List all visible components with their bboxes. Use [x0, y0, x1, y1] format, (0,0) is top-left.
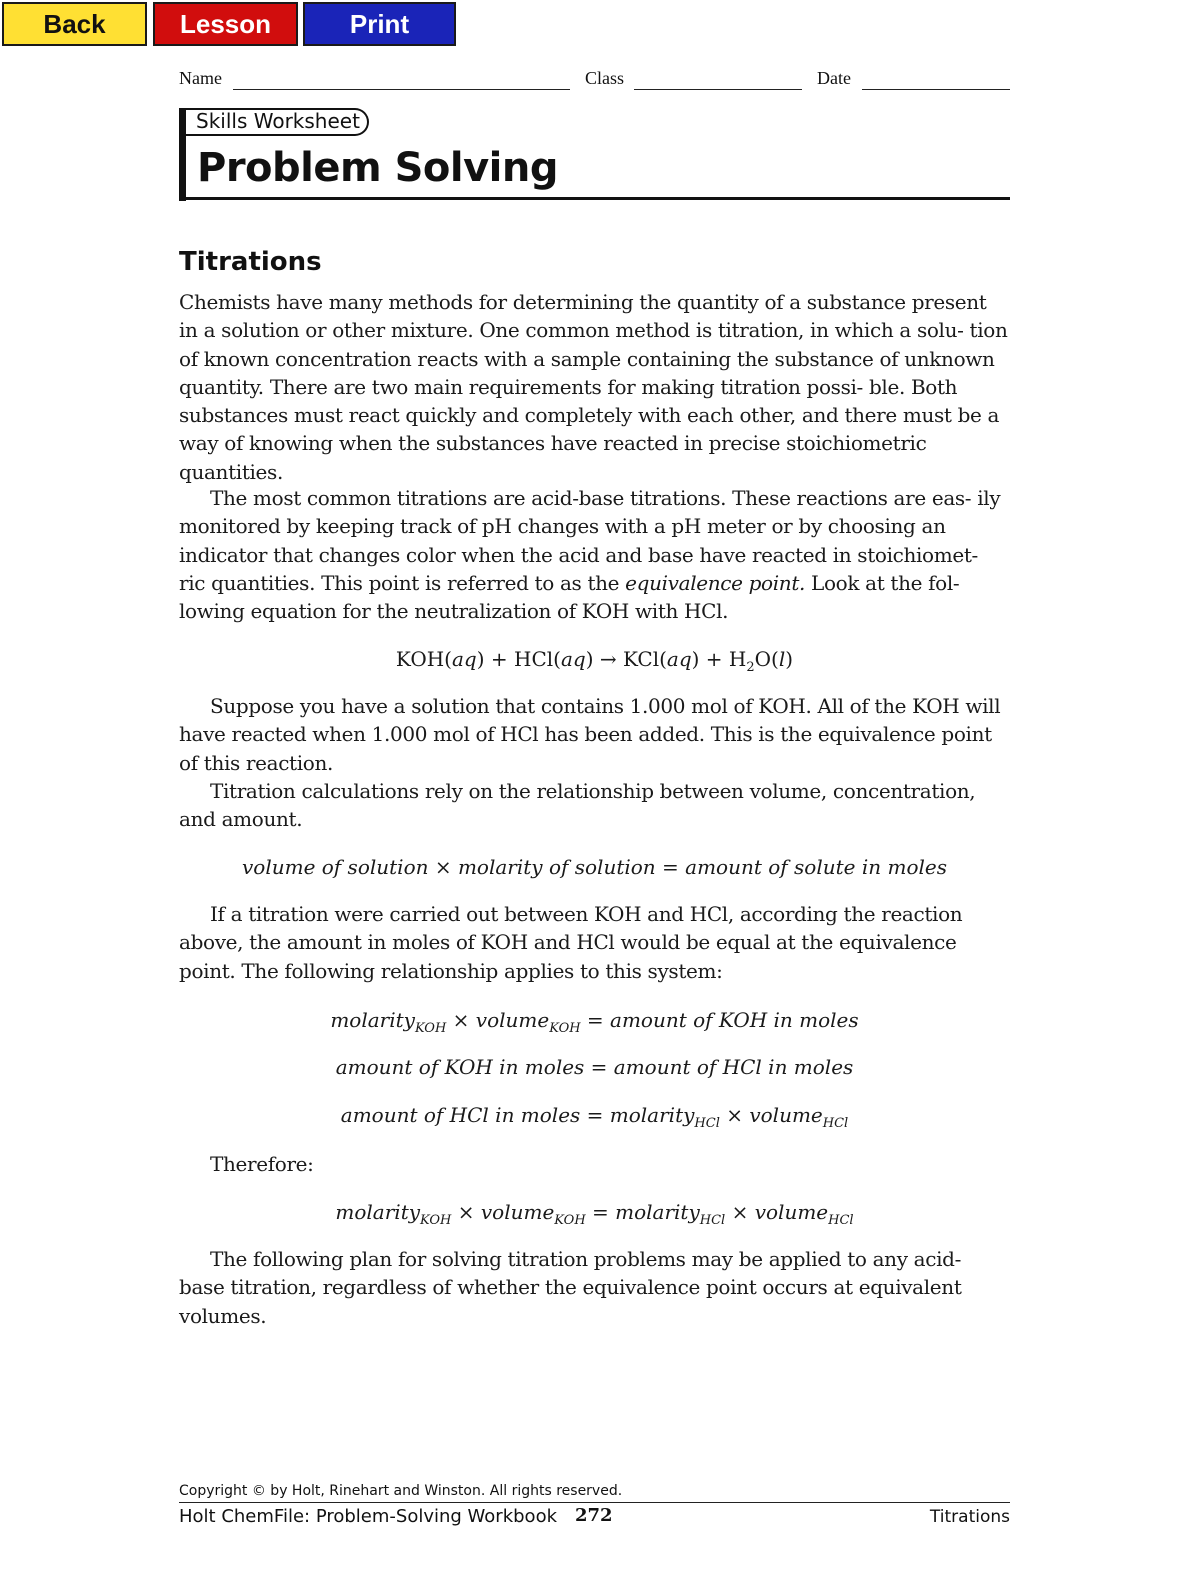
name-line	[233, 89, 570, 90]
footer-topic: Titrations	[929, 1507, 1010, 1527]
book-title: Holt ChemFile: Problem-Solving Workbook	[179, 1506, 558, 1527]
worksheet-label: Skills Worksheet	[196, 109, 360, 133]
date-line	[862, 89, 1010, 90]
paragraph-2-text: The most common titrations are acid-base titrations. These reactions are eas- ily monitored by keeping track of pH changes with a pH meter or by choosing an indicator that changes color when the acid and base have reacted in stoichiomet- ric quantities. This point is referred to as the	[179, 486, 1001, 595]
titration-equation: molarity$_{KOH}$ × volume$_{KOH}$ = molarity$_{HCl}$ × volume$_{HCl}$	[335, 1200, 854, 1228]
copyright-notice: Copyright © by Holt, Rinehart and Winston. All rights reserved.	[179, 1483, 623, 1499]
paragraph-2	[179, 484, 1010, 625]
koh-equation: molarity$_{KOH}$ × volume$_{KOH}$ = amount of KOH in moles	[330, 1008, 859, 1036]
moles-equality-equation: amount of KOH in moles = amount of HCl in moles	[335, 1055, 854, 1079]
lesson-button[interactable]: Lesson	[153, 2, 298, 46]
paragraph-2-tail: Look at the fol- lowing equation for the neutralization of KOH with HCl.	[179, 570, 960, 624]
equivalence-point-term: equivalence point.	[625, 570, 806, 595]
print-button[interactable]: Print	[303, 2, 456, 46]
date-label: Date	[817, 68, 851, 88]
paragraph-3: Suppose you have a solution that contains 1.000 mol of KOH. All of the KOH will have reacted when 1.000 mol of HCl has been added. This is the equivalence point of this reaction.	[179, 694, 1001, 775]
banner-bar	[179, 108, 186, 201]
class-label: Class	[585, 68, 625, 88]
footer-rule	[179, 1502, 1010, 1503]
paragraph-7: The following plan for solving titration problems may be applied to any acid- base titration, regardless of whether the equivalence point occurs at equivalent volumes.	[179, 1247, 962, 1328]
name-label: Name	[179, 68, 222, 88]
paragraph-4: Titration calculations rely on the relationship between volume, concentration, and amount.	[179, 779, 976, 832]
section-heading: Titrations	[179, 247, 322, 277]
class-line	[634, 89, 802, 90]
reaction-equation: $KOH(aq) + HCl(aq) \to KCl(aq) + H_2O(l)$	[395, 647, 794, 675]
paragraph-1: Chemists have many methods for determining the quantity of a substance present in a solution or other mixture. One common method is titration, in which a solu- tion of known concentration reacts with a sample containing the substance of unknown quantity. There are two main requirements for making titration possi- ble. Both substances must react quickly and completely with each other, and there must be a way of knowing when the substances have reacted in precise stoichiometric quantities.	[179, 290, 1008, 484]
title-rule	[179, 197, 1010, 200]
volume-molarity-equation: volume of solution × molarity of solution = amount of solute in moles	[241, 855, 947, 879]
hcl-equation: amount of HCl in moles = molarity$_{HCl}$ × volume$_{HCl}$	[340, 1103, 849, 1131]
page-title: Problem Solving	[197, 145, 558, 191]
paragraph-6: Therefore:	[210, 1152, 314, 1176]
paragraph-5: If a titration were carried out between KOH and HCl, according the reaction above, the amount in moles of KOH and HCl would be equal at the equivalence point. The following relationship applies to this system:	[179, 902, 963, 983]
page-number: 272	[575, 1505, 613, 1526]
back-button[interactable]: Back	[2, 2, 147, 46]
